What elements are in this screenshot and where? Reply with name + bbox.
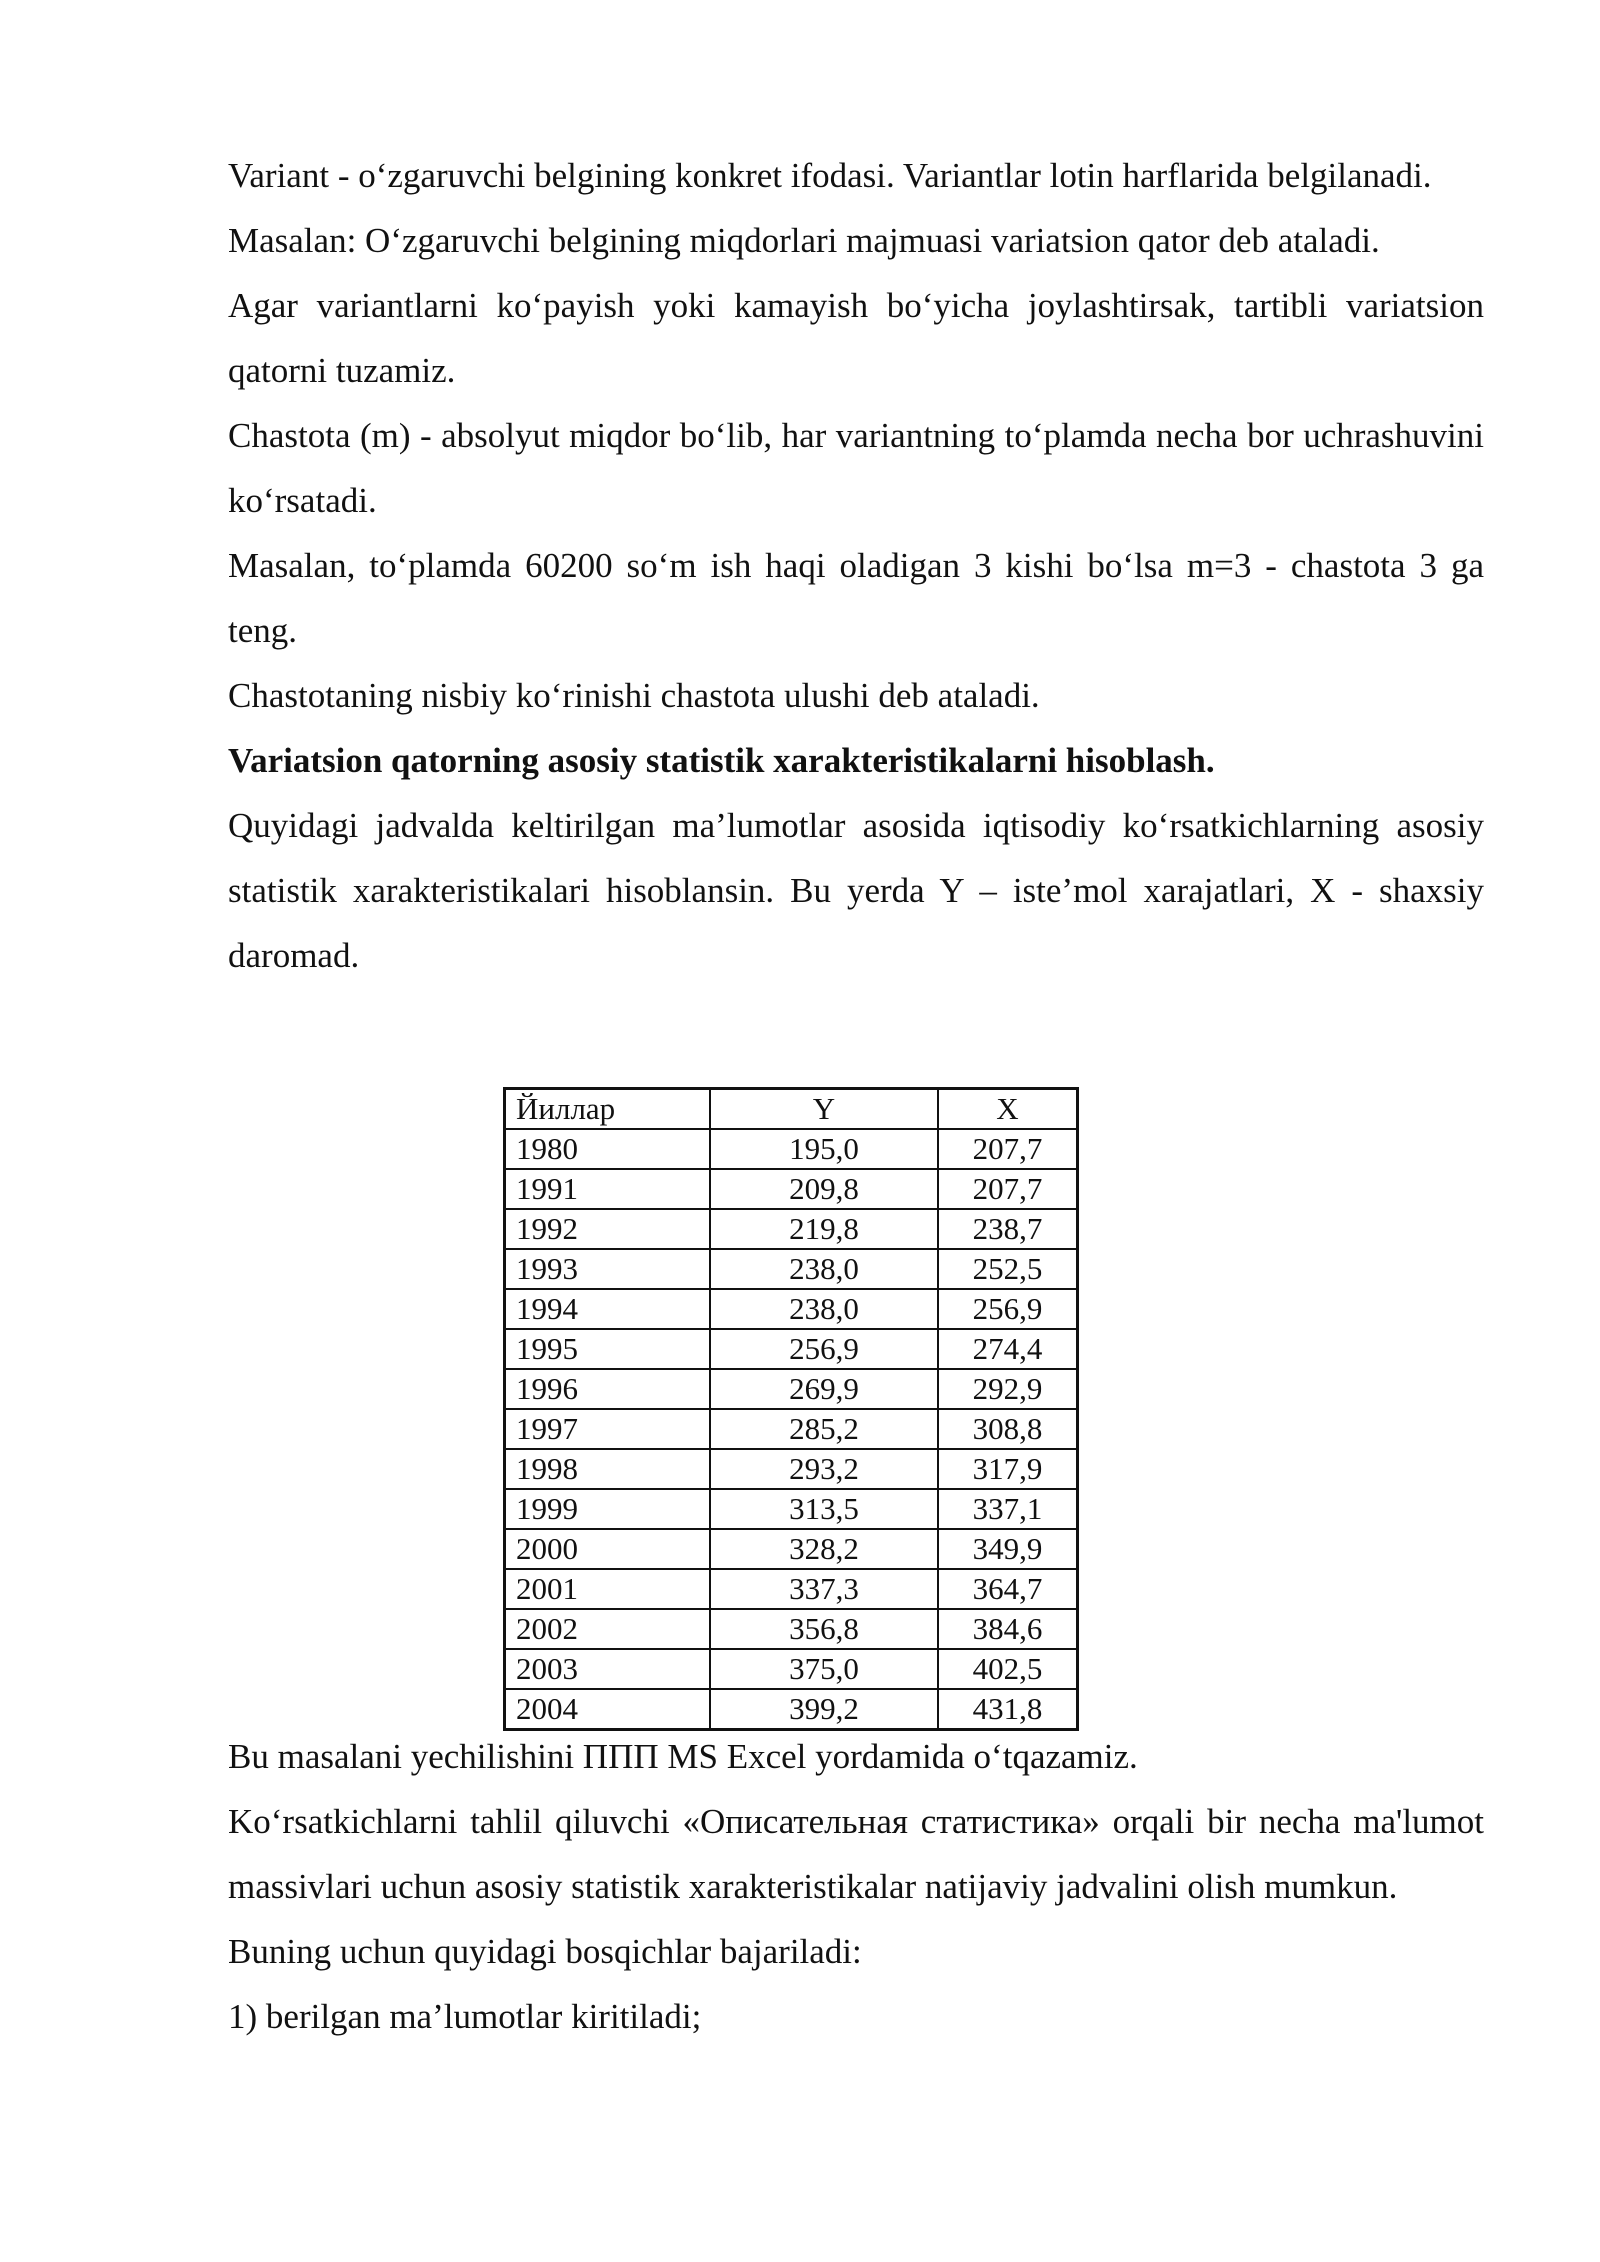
cell-x: 207,7 <box>938 1169 1078 1209</box>
paragraph-task-description: Quyidagi jadvalda keltirilgan ma’lumotlar asosida iqtisodiy ko‘rsatkichlarning asosiy statistik xarakteristikalari hisoblansin. Bu yerda Y – iste’mol xarajatlari, X - shaxsiy daromad. <box>228 806 1484 975</box>
data-table <box>503 1087 1079 1731</box>
paragraph-frequency-example: Masalan, to‘plamda 60200 so‘m ish haqi oladigan 3 kishi bo‘lsa m=3 - chastota 3 ga teng. <box>228 546 1484 650</box>
cell-y: 375,0 <box>710 1649 938 1689</box>
cell-y: 328,2 <box>710 1529 938 1569</box>
cell-year: 1999 <box>505 1489 711 1529</box>
cell-year: 1994 <box>505 1289 711 1329</box>
cell-x: 207,7 <box>938 1129 1078 1169</box>
column-header-years: Йиллар <box>505 1089 711 1130</box>
cell-y: 209,8 <box>710 1169 938 1209</box>
document-body-top <box>228 143 1484 988</box>
cell-x: 238,7 <box>938 1209 1078 1249</box>
cell-year: 1996 <box>505 1369 711 1409</box>
cell-year: 1997 <box>505 1409 711 1449</box>
cell-x: 308,8 <box>938 1409 1078 1449</box>
table-row <box>505 1129 1078 1169</box>
paragraph-relative-frequency: Chastotaning nisbiy ko‘rinishi chastota ulushi deb ataladi. <box>228 676 1040 715</box>
cell-y: 313,5 <box>710 1489 938 1529</box>
table-row <box>505 1649 1078 1689</box>
cell-y: 219,8 <box>710 1209 938 1249</box>
cell-year: 1991 <box>505 1169 711 1209</box>
cell-y: 337,3 <box>710 1569 938 1609</box>
cell-y: 238,0 <box>710 1289 938 1329</box>
table-row <box>505 1289 1078 1329</box>
column-header-y: Y <box>710 1089 938 1130</box>
table-row <box>505 1409 1078 1449</box>
cell-year: 1993 <box>505 1249 711 1289</box>
cell-y: 238,0 <box>710 1249 938 1289</box>
cell-y: 399,2 <box>710 1689 938 1730</box>
cell-x: 349,9 <box>938 1529 1078 1569</box>
table-row <box>505 1209 1078 1249</box>
table-row <box>505 1329 1078 1369</box>
table-row <box>505 1569 1078 1609</box>
paragraph-example-variation-series: Masalan: O‘zgaruvchi belgining miqdorlari majmuasi variatsion qator deb ataladi. <box>228 221 1380 260</box>
cell-y: 269,9 <box>710 1369 938 1409</box>
cell-y: 195,0 <box>710 1129 938 1169</box>
cell-x: 364,7 <box>938 1569 1078 1609</box>
document-body-bottom <box>228 1724 1484 2049</box>
paragraph-variant-definition: Variant - o‘zgaruvchi belgining konkret ifodasi. Variantlar lotin harflarida belgilanadi. <box>228 156 1432 195</box>
cell-x: 256,9 <box>938 1289 1078 1329</box>
cell-y: 293,2 <box>710 1449 938 1489</box>
table-row <box>505 1449 1078 1489</box>
table-row <box>505 1169 1078 1209</box>
paragraph-ordered-series: Agar variantlarni ko‘payish yoki kamayish bo‘yicha joylashtirsak, tartibli variatsion qatorni tuzamiz. <box>228 286 1484 390</box>
paragraph-frequency-definition: Chastota (m) - absolyut miqdor bo‘lib, har variantning to‘plamda necha bor uchrashuvini ko‘rsatadi. <box>228 416 1484 520</box>
cell-year: 2000 <box>505 1529 711 1569</box>
cell-x: 431,8 <box>938 1689 1078 1730</box>
cell-y: 256,9 <box>710 1329 938 1369</box>
table-row <box>505 1369 1078 1409</box>
paragraph-steps-intro: Buning uchun quyidagi bosqichlar bajariladi: <box>228 1932 862 1971</box>
cell-year: 2001 <box>505 1569 711 1609</box>
cell-year: 1980 <box>505 1129 711 1169</box>
cell-year: 1992 <box>505 1209 711 1249</box>
paragraph-excel-solution: Bu masalani yechilishini ППП MS Excel yordamida o‘tqazamiz. <box>228 1737 1138 1776</box>
cell-year: 1995 <box>505 1329 711 1369</box>
section-heading: Variatsion qatorning asosiy statistik xarakteristikalarni hisoblash. <box>228 741 1215 780</box>
cell-x: 252,5 <box>938 1249 1078 1289</box>
cell-y: 285,2 <box>710 1409 938 1449</box>
table-row <box>505 1489 1078 1529</box>
cell-x: 337,1 <box>938 1489 1078 1529</box>
cell-x: 274,4 <box>938 1329 1078 1369</box>
table-row <box>505 1609 1078 1649</box>
cell-year: 2002 <box>505 1609 711 1649</box>
table-row <box>505 1529 1078 1569</box>
list-item-step-1: 1) berilgan ma’lumotlar kiritiladi; <box>228 1997 702 2036</box>
cell-x: 402,5 <box>938 1649 1078 1689</box>
cell-year: 1998 <box>505 1449 711 1489</box>
cell-year: 2004 <box>505 1689 711 1730</box>
cell-year: 2003 <box>505 1649 711 1689</box>
cell-x: 384,6 <box>938 1609 1078 1649</box>
paragraph-descriptive-statistics: Ko‘rsatkichlarni tahlil qiluvchi «Описательная статистика» orqali bir necha ma'lumot massivlari uchun asosiy statistik xarakteristikalar natijaviy jadvalini olish mumkun. <box>228 1802 1484 1906</box>
cell-y: 356,8 <box>710 1609 938 1649</box>
table-header-row <box>505 1089 1078 1130</box>
cell-x: 317,9 <box>938 1449 1078 1489</box>
column-header-x: X <box>938 1089 1078 1130</box>
cell-x: 292,9 <box>938 1369 1078 1409</box>
table-row <box>505 1249 1078 1289</box>
data-table-container <box>503 1087 1079 1726</box>
